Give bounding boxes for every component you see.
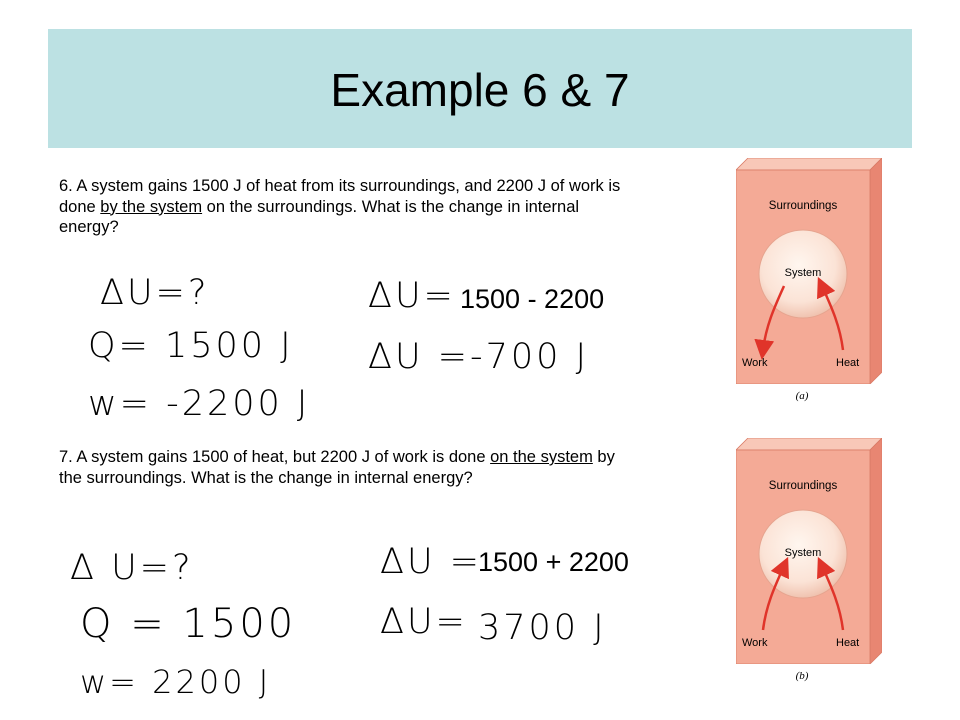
hw-q-7: Q = 1500 <box>80 601 297 647</box>
figure-a-caption: (a) <box>795 390 809 402</box>
page-title: Example 6 & 7 <box>330 64 630 116</box>
figure-b-heat-label: Heat <box>836 637 860 649</box>
problem-6-underlined: by the system <box>100 197 203 216</box>
hw-du-label-7: ΔU = <box>380 542 483 582</box>
expression-7: 1500 + 2200 <box>478 547 629 577</box>
hw-q-6: Q= 1500 J <box>88 326 294 366</box>
figure-a-surroundings-label: Surroundings <box>768 200 838 212</box>
hw-du-label-6: ΔU= <box>368 276 456 316</box>
figure-b-system-label: System <box>784 547 822 559</box>
figure-b-work-label: Work <box>742 637 768 649</box>
hw-w-7: w= 2200 J <box>80 663 272 701</box>
hw-du-unknown-6: ΔU=? <box>100 273 210 313</box>
problem-7-text: 7. A system gains 1500 of heat, but 2200 J of work is done on the system by the surroundings. What is the change in internal energy? <box>59 448 615 487</box>
hw-w-6: w= -2200 J <box>88 384 311 424</box>
figure-b <box>736 438 882 664</box>
hw-result-7: 3700 J <box>478 608 607 648</box>
figure-a-work-label: Work <box>742 357 768 369</box>
problem-7-underlined: on the system <box>490 448 593 466</box>
hw-du-unknown-7: Δ U=? <box>70 548 194 588</box>
figure-b-surroundings-label: Surroundings <box>768 480 838 492</box>
problem-6-text: 6. A system gains 1500 J of heat from its surroundings, and 2200 J of work is done by the system on the surroundings. What is the change in internal energy? <box>59 177 621 236</box>
hw-result-6: ΔU =-700 J <box>368 337 589 377</box>
figure-a <box>736 158 882 384</box>
hw-du-label-7b: ΔU= <box>380 602 468 642</box>
expression-6: 1500 - 2200 <box>460 284 605 314</box>
figure-a-system-label: System <box>784 267 822 279</box>
figure-b-caption: (b) <box>795 670 809 682</box>
figure-a-heat-label: Heat <box>836 357 860 369</box>
